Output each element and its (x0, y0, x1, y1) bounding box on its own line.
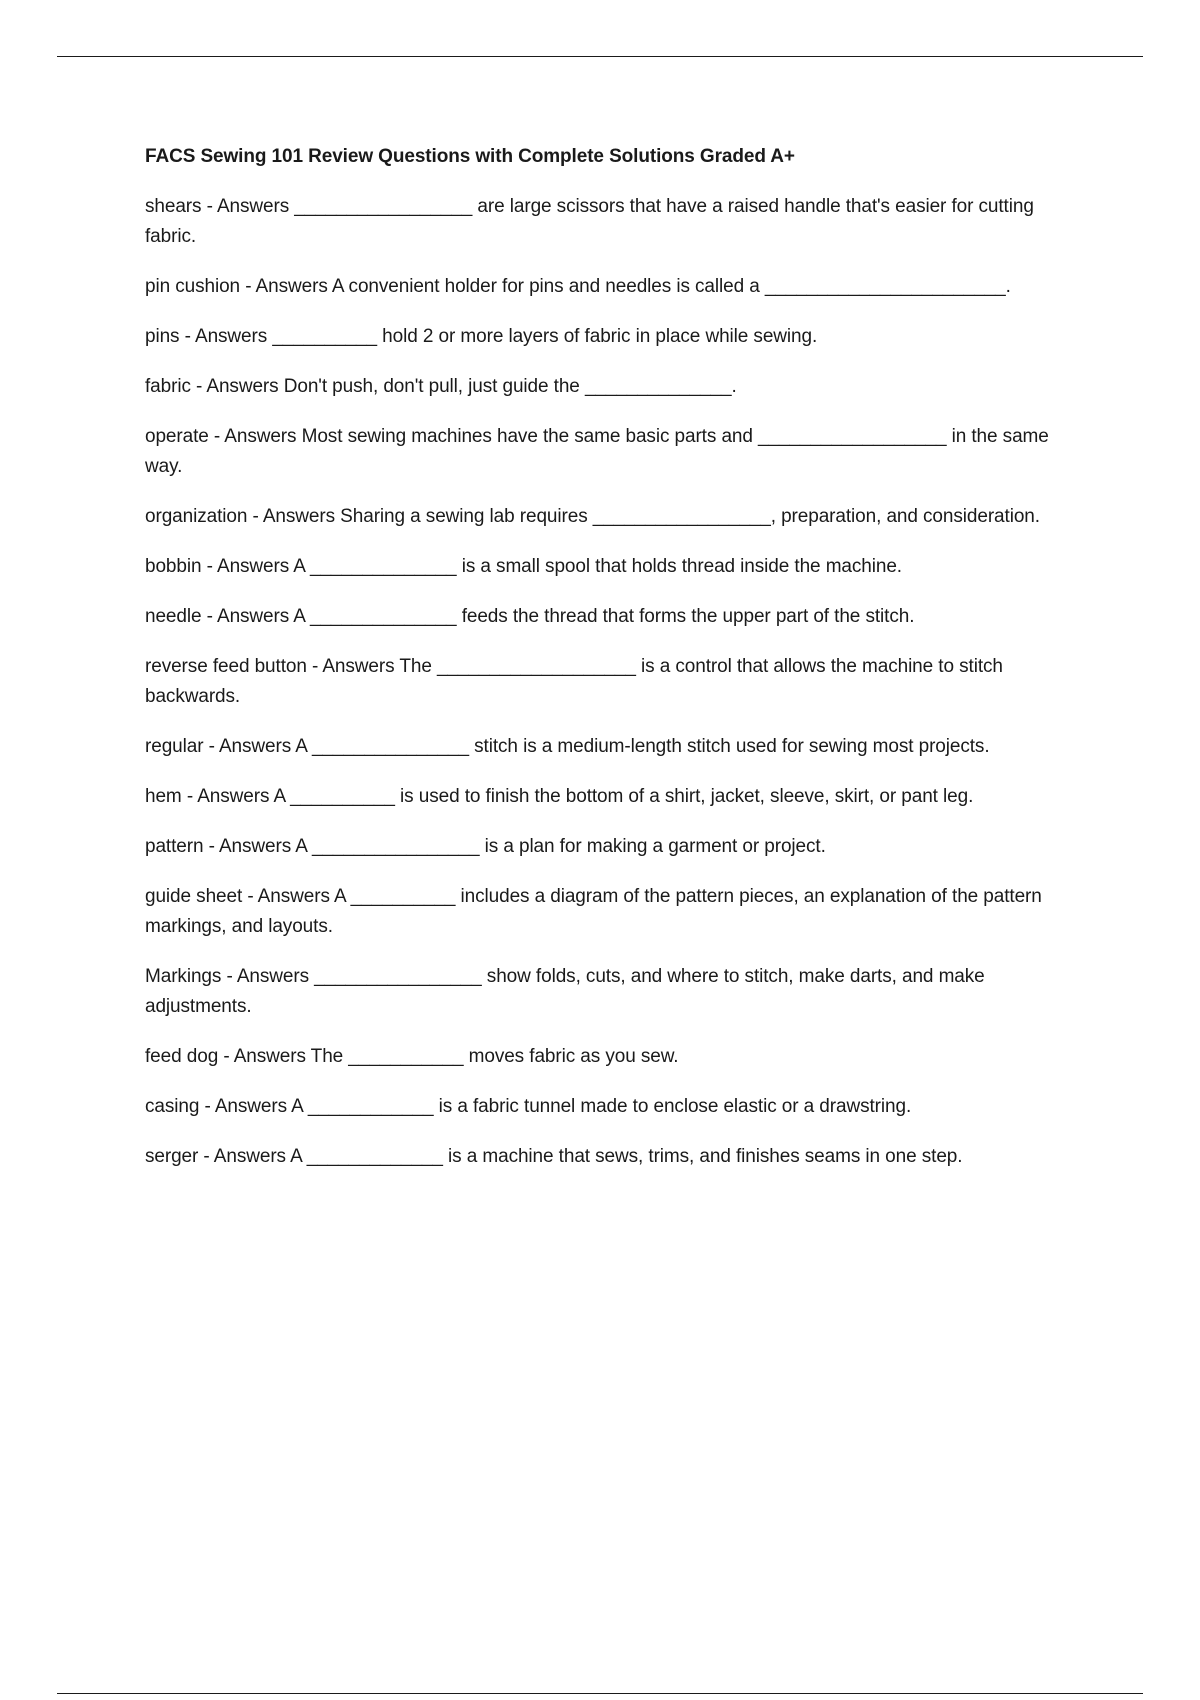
qa-item-organization: organization - Answers Sharing a sewing lab requires _________________, preparation, and consideration. (145, 506, 1040, 527)
document-title: FACS Sewing 101 Review Questions with Complete Solutions Graded A+ (145, 146, 795, 167)
qa-item-guide-sheet: guide sheet - Answers A __________ includes a diagram of the pattern pieces, an explanation of the pattern markings, and layouts. (145, 886, 1042, 937)
qa-item-markings: Markings - Answers ________________ show folds, cuts, and where to stitch, make darts, and make adjustments. (145, 966, 985, 1017)
qa-item-feed-dog: feed dog - Answers The ___________ moves fabric as you sew. (145, 1046, 679, 1067)
footer-rule (57, 1693, 1143, 1694)
qa-item-casing: casing - Answers A ____________ is a fabric tunnel made to enclose elastic or a drawstring. (145, 1096, 912, 1117)
qa-item-pin-cushion: pin cushion - Answers A convenient holder for pins and needles is called a _______________________. (145, 276, 1011, 297)
qa-item-needle: needle - Answers A ______________ feeds the thread that forms the upper part of the stitch. (145, 606, 915, 627)
header-rule (57, 56, 1143, 57)
qa-item-operate: operate - Answers Most sewing machines have the same basic parts and __________________ in the same way. (145, 426, 1049, 477)
qa-item-regular: regular - Answers A _______________ stitch is a medium-length stitch used for sewing most projects. (145, 736, 990, 757)
document-body (145, 144, 1085, 1192)
qa-item-pins: pins - Answers __________ hold 2 or more layers of fabric in place while sewing. (145, 326, 818, 347)
qa-item-pattern: pattern - Answers A ________________ is a plan for making a garment or project. (145, 836, 826, 857)
qa-item-serger: serger - Answers A _____________ is a machine that sews, trims, and finishes seams in one step. (145, 1146, 963, 1167)
qa-item-fabric: fabric - Answers Don't push, don't pull, just guide the ______________. (145, 376, 737, 397)
qa-item-hem: hem - Answers A __________ is used to finish the bottom of a shirt, jacket, sleeve, skirt, or pant leg. (145, 786, 974, 807)
qa-item-shears: shears - Answers _________________ are large scissors that have a raised handle that's easier for cutting fabric. (145, 196, 1034, 247)
qa-item-reverse-feed-button: reverse feed button - Answers The ___________________ is a control that allows the machine to stitch backwards. (145, 656, 1003, 707)
qa-item-bobbin: bobbin - Answers A ______________ is a small spool that holds thread inside the machine. (145, 556, 902, 577)
